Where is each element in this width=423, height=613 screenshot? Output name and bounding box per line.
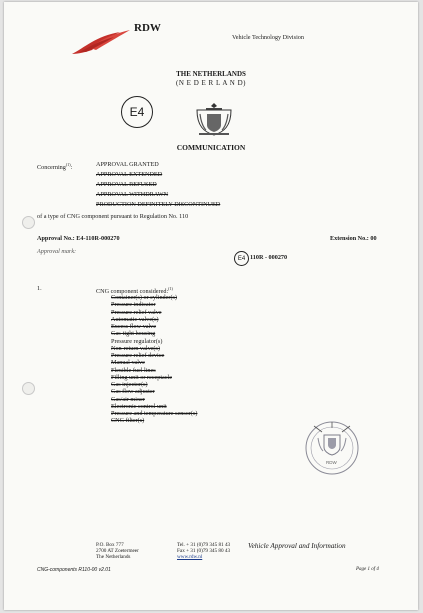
list-item: Pressure relief valve	[111, 308, 162, 316]
concerning-label: Concerning$^{(1)}$:	[37, 162, 73, 172]
list-item: Manual valve	[111, 359, 145, 367]
document-page	[4, 2, 418, 610]
brand-name: RDW	[134, 22, 161, 34]
concerning-option: APPROVAL GRANTED	[96, 161, 159, 168]
list-item: Gas-tight housing	[111, 330, 156, 338]
components-list	[111, 294, 197, 425]
footer-department: Vehicle Approval and Information	[248, 542, 346, 550]
component-subject: of a type of CNG component pursuant to Regulation No. 110	[37, 213, 189, 220]
rdw-logo-icon	[70, 28, 134, 56]
list-item: Pressure regulator(s)	[111, 337, 163, 345]
list-item: Filling unit or receptacle	[111, 373, 172, 381]
stamp-label: RDW	[326, 460, 337, 465]
list-item: CNG filter(s)	[111, 417, 145, 425]
approval-mark-e4: E4	[234, 251, 249, 266]
list-item: Pressure indicator	[111, 301, 156, 309]
footer-address: P.O. Box 777 2700 AT Zoetermeer The Netherlands	[96, 542, 139, 560]
official-stamp-icon	[304, 420, 360, 476]
concerning-option: APPROVAL WITHDRAWN	[96, 191, 169, 198]
footer-contact	[177, 542, 230, 560]
coat-of-arms-icon	[194, 102, 234, 138]
e4-approval-mark: E4	[121, 96, 153, 128]
list-item: Pressure and temperature sensor(s)	[111, 410, 198, 417]
list-item: Excess flow valve	[111, 323, 157, 330]
list-item: Non-return valve(s)	[111, 344, 160, 352]
country-title: THE NETHERLANDS	[176, 70, 246, 78]
list-item: Gas/air mixer	[111, 395, 145, 403]
division-name: Vehicle Technology Division	[232, 34, 304, 41]
concerning-option: APPROVAL REFUSED	[96, 181, 157, 188]
extension-number: Extension No.: 00	[330, 235, 377, 242]
list-item: Container(s) or cylinder(s)	[111, 294, 177, 301]
list-item: Gas injector(s)	[111, 381, 148, 388]
country-native-title: (N E D E R L A N D)	[176, 79, 246, 87]
document-title: COMMUNICATION	[176, 143, 246, 152]
concerning-option: PRODUCTION DEFINITELY DISCONTINUED	[96, 201, 221, 208]
approval-mark-label: Approval mark:	[37, 248, 77, 255]
list-item: Electronic control unit	[111, 402, 167, 410]
components-heading: CNG component considered:$^{(1)}$	[96, 286, 173, 296]
footer-fax: Fax + 31 (0)79 345 80 43	[177, 548, 231, 554]
list-item: Gas flow adjuster	[111, 388, 155, 396]
list-item: Automatic valve(s)	[111, 315, 159, 323]
approval-mark-code: 110R - 000270	[250, 254, 288, 261]
concerning-option: APPROVAL EXTENDED	[96, 171, 163, 178]
page-number: Page 1 of 4	[356, 567, 379, 572]
approval-number: Approval No.: E4-110R-000270	[37, 235, 120, 242]
section-number: 1.	[37, 285, 42, 292]
list-item: Flexible fuel lines	[111, 366, 156, 374]
punch-hole-top	[22, 216, 35, 229]
footer-tel: Tel. + 31 (0)79 345 81 43	[177, 542, 231, 548]
form-code: CNG-components R110-00 v2.01	[37, 567, 111, 573]
punch-hole-bottom	[22, 382, 35, 395]
footer-website-link[interactable]: www.rdw.nl	[177, 554, 203, 560]
list-item: Pressure relief device	[111, 352, 165, 359]
